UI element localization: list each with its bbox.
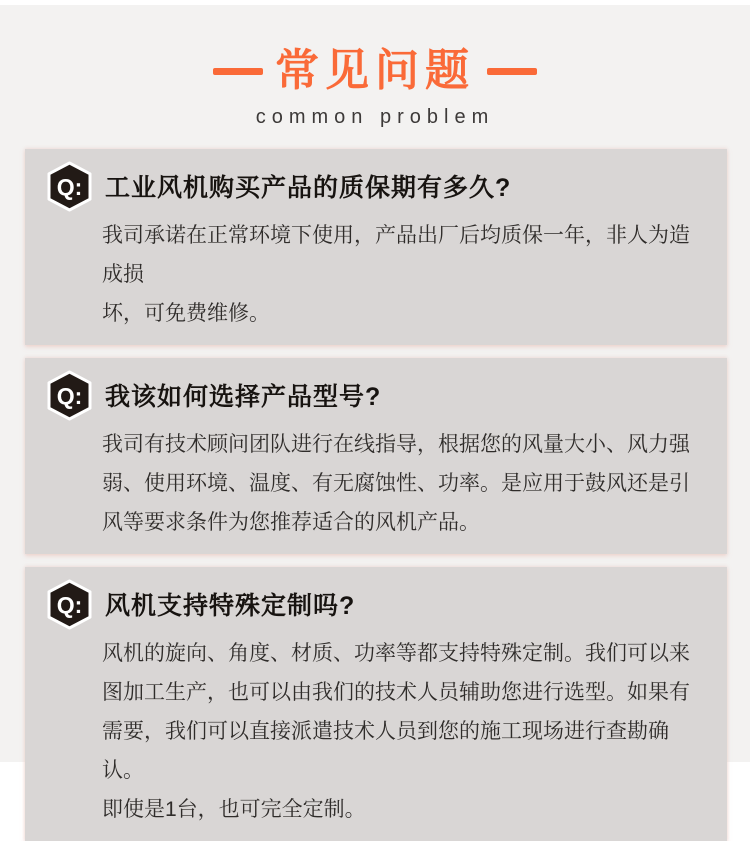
q-hexagon-icon [47, 161, 92, 212]
q-hexagon-icon [47, 579, 92, 630]
q-icon-label: Q: [56, 382, 83, 409]
faq-card-model-selection [25, 358, 727, 554]
answer-line: 需要，我们可以直接派遣技术人员到您的施工现场进行查勘确认。 [102, 720, 669, 782]
faq-answer [102, 425, 707, 542]
answer-line: 图加工生产，也可以由我们的技术人员辅助您进行选型。如果有 [102, 681, 690, 704]
page-subtitle: common problem [255, 106, 495, 128]
faq-answer [102, 216, 707, 333]
faq-question: 风机支持特殊定制吗? [105, 592, 356, 620]
title-dash-right [487, 68, 537, 75]
faq-page [0, 5, 750, 821]
question-row [47, 368, 707, 422]
answer-line: 风等要求条件为您推荐适合的风机产品。 [102, 511, 480, 534]
faq-card-warranty [25, 149, 727, 345]
q-icon-label: Q: [56, 591, 83, 618]
faq-question: 我该如何选择产品型号? [105, 383, 382, 411]
title-row [0, 45, 750, 97]
answer-line: 即使是1台，也可完全定制。 [102, 798, 366, 821]
answer-line: 弱、使用环境、温度、有无腐蚀性、功率。是应用于鼓风还是引 [102, 472, 690, 495]
page-title: 常见问题 [275, 46, 475, 95]
question-row [47, 159, 707, 213]
q-icon-label: Q: [56, 173, 83, 200]
faq-header [0, 5, 750, 130]
answer-line: 风机的旋向、角度、材质、功率等都支持特殊定制。我们可以来 [102, 642, 690, 665]
answer-line: 坏，可免费维修。 [102, 302, 270, 325]
title-dash-left [213, 68, 263, 75]
faq-answer [102, 634, 707, 829]
answer-line: 我司有技术顾问团队进行在线指导，根据您的风量大小、风力强 [102, 433, 690, 456]
faq-question: 工业风机购买产品的质保期有多久? [105, 174, 512, 202]
faq-list [0, 149, 750, 841]
question-row [47, 577, 707, 631]
faq-card-customization [25, 567, 727, 841]
q-hexagon-icon [47, 370, 92, 421]
answer-line: 我司承诺在正常环境下使用，产品出厂后均质保一年，非人为造成损 [102, 224, 690, 286]
